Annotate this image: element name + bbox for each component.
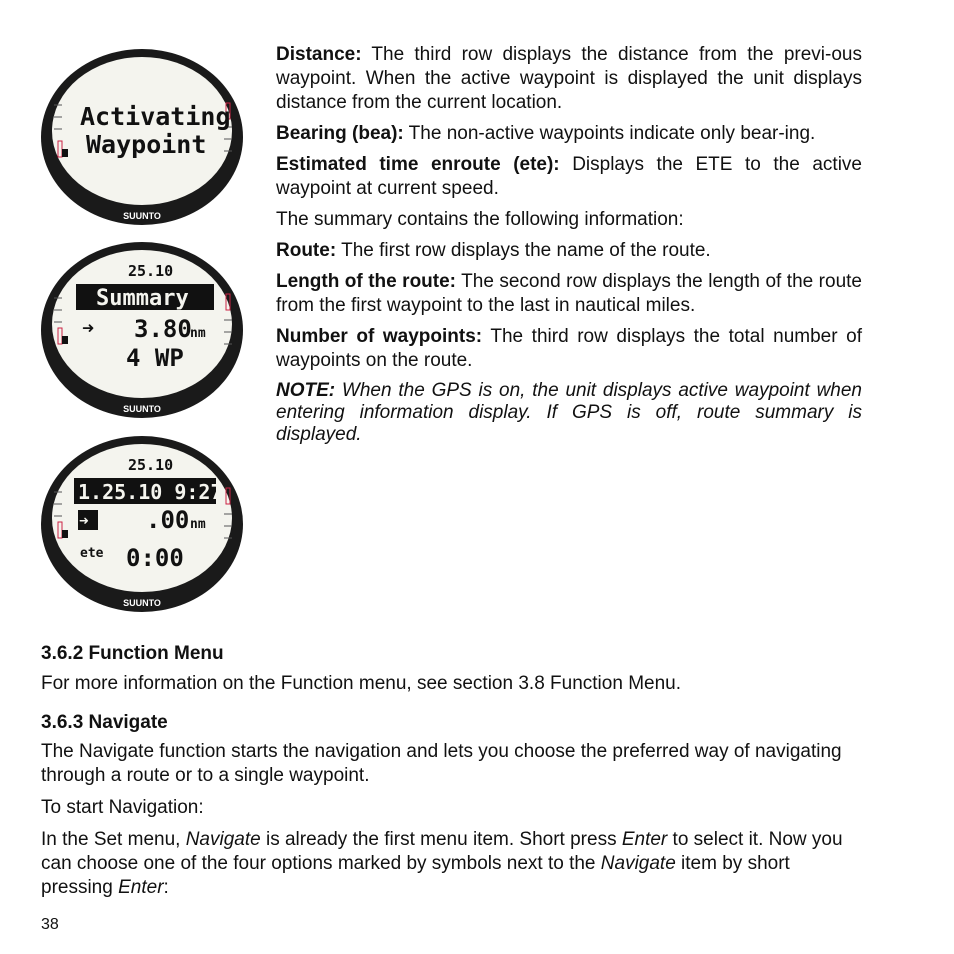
route-paragraph	[276, 239, 862, 263]
brand-logo: SUUNTO	[123, 404, 161, 414]
term-label: Number of waypoints:	[276, 326, 483, 347]
note-paragraph	[276, 380, 862, 446]
number-paragraph	[276, 325, 862, 373]
section-heading-navigate: 3.6.3 Navigate	[41, 712, 168, 733]
term-text: The first row displays the name of the route.	[336, 240, 711, 261]
watch-active-waypoint	[40, 432, 245, 612]
paragraph	[41, 828, 861, 900]
paragraph: The Navigate function starts the navigation and lets you choose the preferred way of navigating through a route or to a single waypoint.	[41, 741, 842, 786]
section-function-menu-body	[41, 672, 861, 704]
text-run: In the Set menu,	[41, 829, 186, 850]
term-label: Distance:	[276, 44, 362, 65]
watch-illustration	[40, 238, 245, 418]
watch-unit: nm	[190, 517, 206, 532]
watch-activating-waypoint	[40, 45, 245, 225]
watch-date: 25.10	[128, 262, 174, 280]
distance-paragraph	[276, 43, 862, 115]
text-run: Navigate	[185, 829, 261, 850]
bearing-paragraph	[276, 122, 862, 146]
term-label: Bearing (bea):	[276, 123, 404, 144]
text-run: is already the first menu item. Short press	[260, 829, 622, 850]
text-run: Enter	[621, 829, 668, 850]
text-run: Enter	[118, 877, 164, 898]
page-number: 38	[41, 916, 59, 933]
watch-title: 1.25.10 9:27	[78, 480, 223, 504]
summary-intro: The summary contains the following information:	[276, 209, 684, 230]
watch-date: 25.10	[128, 456, 174, 474]
term-label: Length of the route:	[276, 271, 457, 292]
watch-distance: 3.80	[134, 315, 192, 343]
ete-paragraph	[276, 153, 862, 201]
watch-ete-label: ete	[80, 546, 104, 561]
text-run: item by short pressing	[41, 853, 790, 898]
term-label: Estimated time enroute (ete):	[276, 154, 560, 175]
watch-distance: .00	[146, 506, 190, 534]
arrow-right-icon: ➜	[79, 511, 89, 530]
note-text: When the GPS is on, the unit displays active waypoint when entering information display. If GPS is off, route summary is displayed.	[276, 380, 862, 445]
length-paragraph	[276, 270, 862, 318]
term-text: The third row displays the total number of waypoints on the route.	[276, 326, 862, 371]
text-run: Navigate	[600, 853, 676, 874]
watch-illustration	[40, 432, 245, 612]
text-run: :	[163, 877, 169, 898]
brand-logo: SUUNTO	[123, 598, 161, 608]
note-label: NOTE:	[276, 380, 336, 401]
term-text: The non-active waypoints indicate only bear-ing.	[403, 123, 816, 144]
watch-ete-value: 0:00	[126, 544, 184, 572]
paragraph: For more information on the Function menu, see section 3.8 Function Menu.	[41, 673, 681, 694]
term-text: The second row displays the length of the route from the first waypoint to the last in nautical miles.	[276, 271, 862, 316]
watch-line-1: Activating	[80, 102, 231, 131]
definitions-column	[276, 43, 862, 453]
term-text: Displays the ETE to the active waypoint at current speed.	[276, 154, 862, 199]
brand-logo: SUUNTO	[123, 211, 161, 221]
text-run: to select it. Now you can choose one of the four options marked by symbols next to the	[41, 829, 843, 874]
watch-summary	[40, 238, 245, 418]
paragraph: To start Navigation:	[41, 797, 204, 818]
term-text: The third row displays the distance from the previ-ous waypoint. When the active waypoint is displayed the unit displays distance from the current location.	[276, 44, 862, 113]
watch-line-2: Waypoint	[86, 130, 207, 159]
section-heading-function-menu: 3.6.2 Function Menu	[41, 643, 224, 664]
watch-waypoints: 4 WP	[126, 344, 184, 372]
watch-title: Summary	[96, 286, 189, 311]
watch-illustration	[40, 45, 245, 225]
arrow-right-icon: ➜	[82, 316, 95, 340]
term-label: Route:	[276, 240, 337, 261]
watch-unit: nm	[190, 326, 206, 341]
section-navigate-body	[41, 740, 861, 908]
